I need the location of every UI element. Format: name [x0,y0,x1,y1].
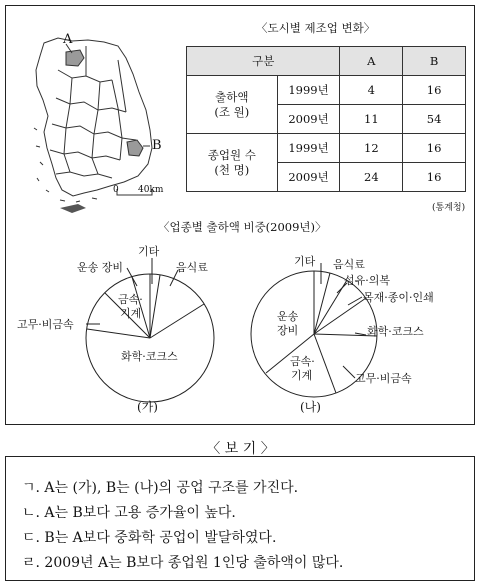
year-cell: 1999년 [277,76,340,105]
map-label-b: B [152,138,162,153]
bogi-statement: ㄹ. 2009년 A는 B보다 종업원 1인당 출하액이 많다. [22,555,344,571]
year-cell: 2009년 [277,105,340,134]
bogi-statement: ㄷ. B는 A보다 중화학 공업이 발달하였다. [22,530,277,546]
header-b: B [403,47,466,76]
table-source: (통계청) [432,203,466,213]
pie-ga-label-food: 음식료 [176,261,208,274]
value-cell: 16 [403,163,466,192]
map-scale-zero: 0 [113,185,119,195]
pie-na-label-other: 기타 [294,255,316,268]
value-cell: 4 [340,76,403,105]
pie-na-label-textile: 섬유·의복 [344,274,391,287]
group-label: 종업원 수 (천 명) [187,134,278,192]
pie-na-caption: (나) [300,400,321,414]
group-label: 출하액 (조 원) [187,76,278,134]
pie-na-label-transport-2: 장비 [277,324,299,337]
bogi-statement: ㄴ. A는 B보다 고용 증가율이 높다. [22,505,236,521]
map-scale-distance: 40km [138,185,164,195]
pie-na-label-chemical: 화학·코크스 [367,325,424,338]
pie-na-label-wood: 목재·종이·인쇄 [363,291,434,304]
pie-ga-label-metal-2: 기계 [120,307,142,320]
pie-na-label-metal-2: 기계 [291,369,313,382]
pie-na-label-metal-1: 금속· [290,355,315,368]
pie-ga-label-other: 기타 [138,245,160,258]
year-cell: 1999년 [277,134,340,163]
bogi-statement: ㄱ. A는 (가), B는 (나)의 공업 구조를 가진다. [22,480,299,496]
pie-na-label-rubber: 고무·비금속 [355,372,412,385]
bogi-title: 〈 보 기 〉 [206,441,275,457]
year-cell: 2009년 [277,163,340,192]
map-label-a: A [63,32,73,47]
pie-na-label-food: 음식료 [333,258,365,271]
value-cell: 11 [340,105,403,134]
value-cell: 16 [403,134,466,163]
header-category: 구분 [187,47,340,76]
pie-ga-label-metal-1: 금속· [118,293,143,306]
value-cell: 54 [403,105,466,134]
value-cell: 12 [340,134,403,163]
value-cell: 16 [403,76,466,105]
pie-ga-caption: (가) [137,400,158,414]
pie-section-title: 〈업종별 출하액 비중(2009년)〉 [158,220,327,234]
pie-ga-label-transport: 운송 장비 [77,261,124,274]
pie-ga-label-rubber: 고무·비금속 [17,318,74,331]
header-a: A [340,47,403,76]
pie-na-label-transport-1: 운송 [277,310,299,323]
value-cell: 24 [340,163,403,192]
pie-ga-label-chemical: 화학·코크스 [121,350,178,363]
table-title: 〈도시별 제조업 변화〉 [256,21,376,35]
